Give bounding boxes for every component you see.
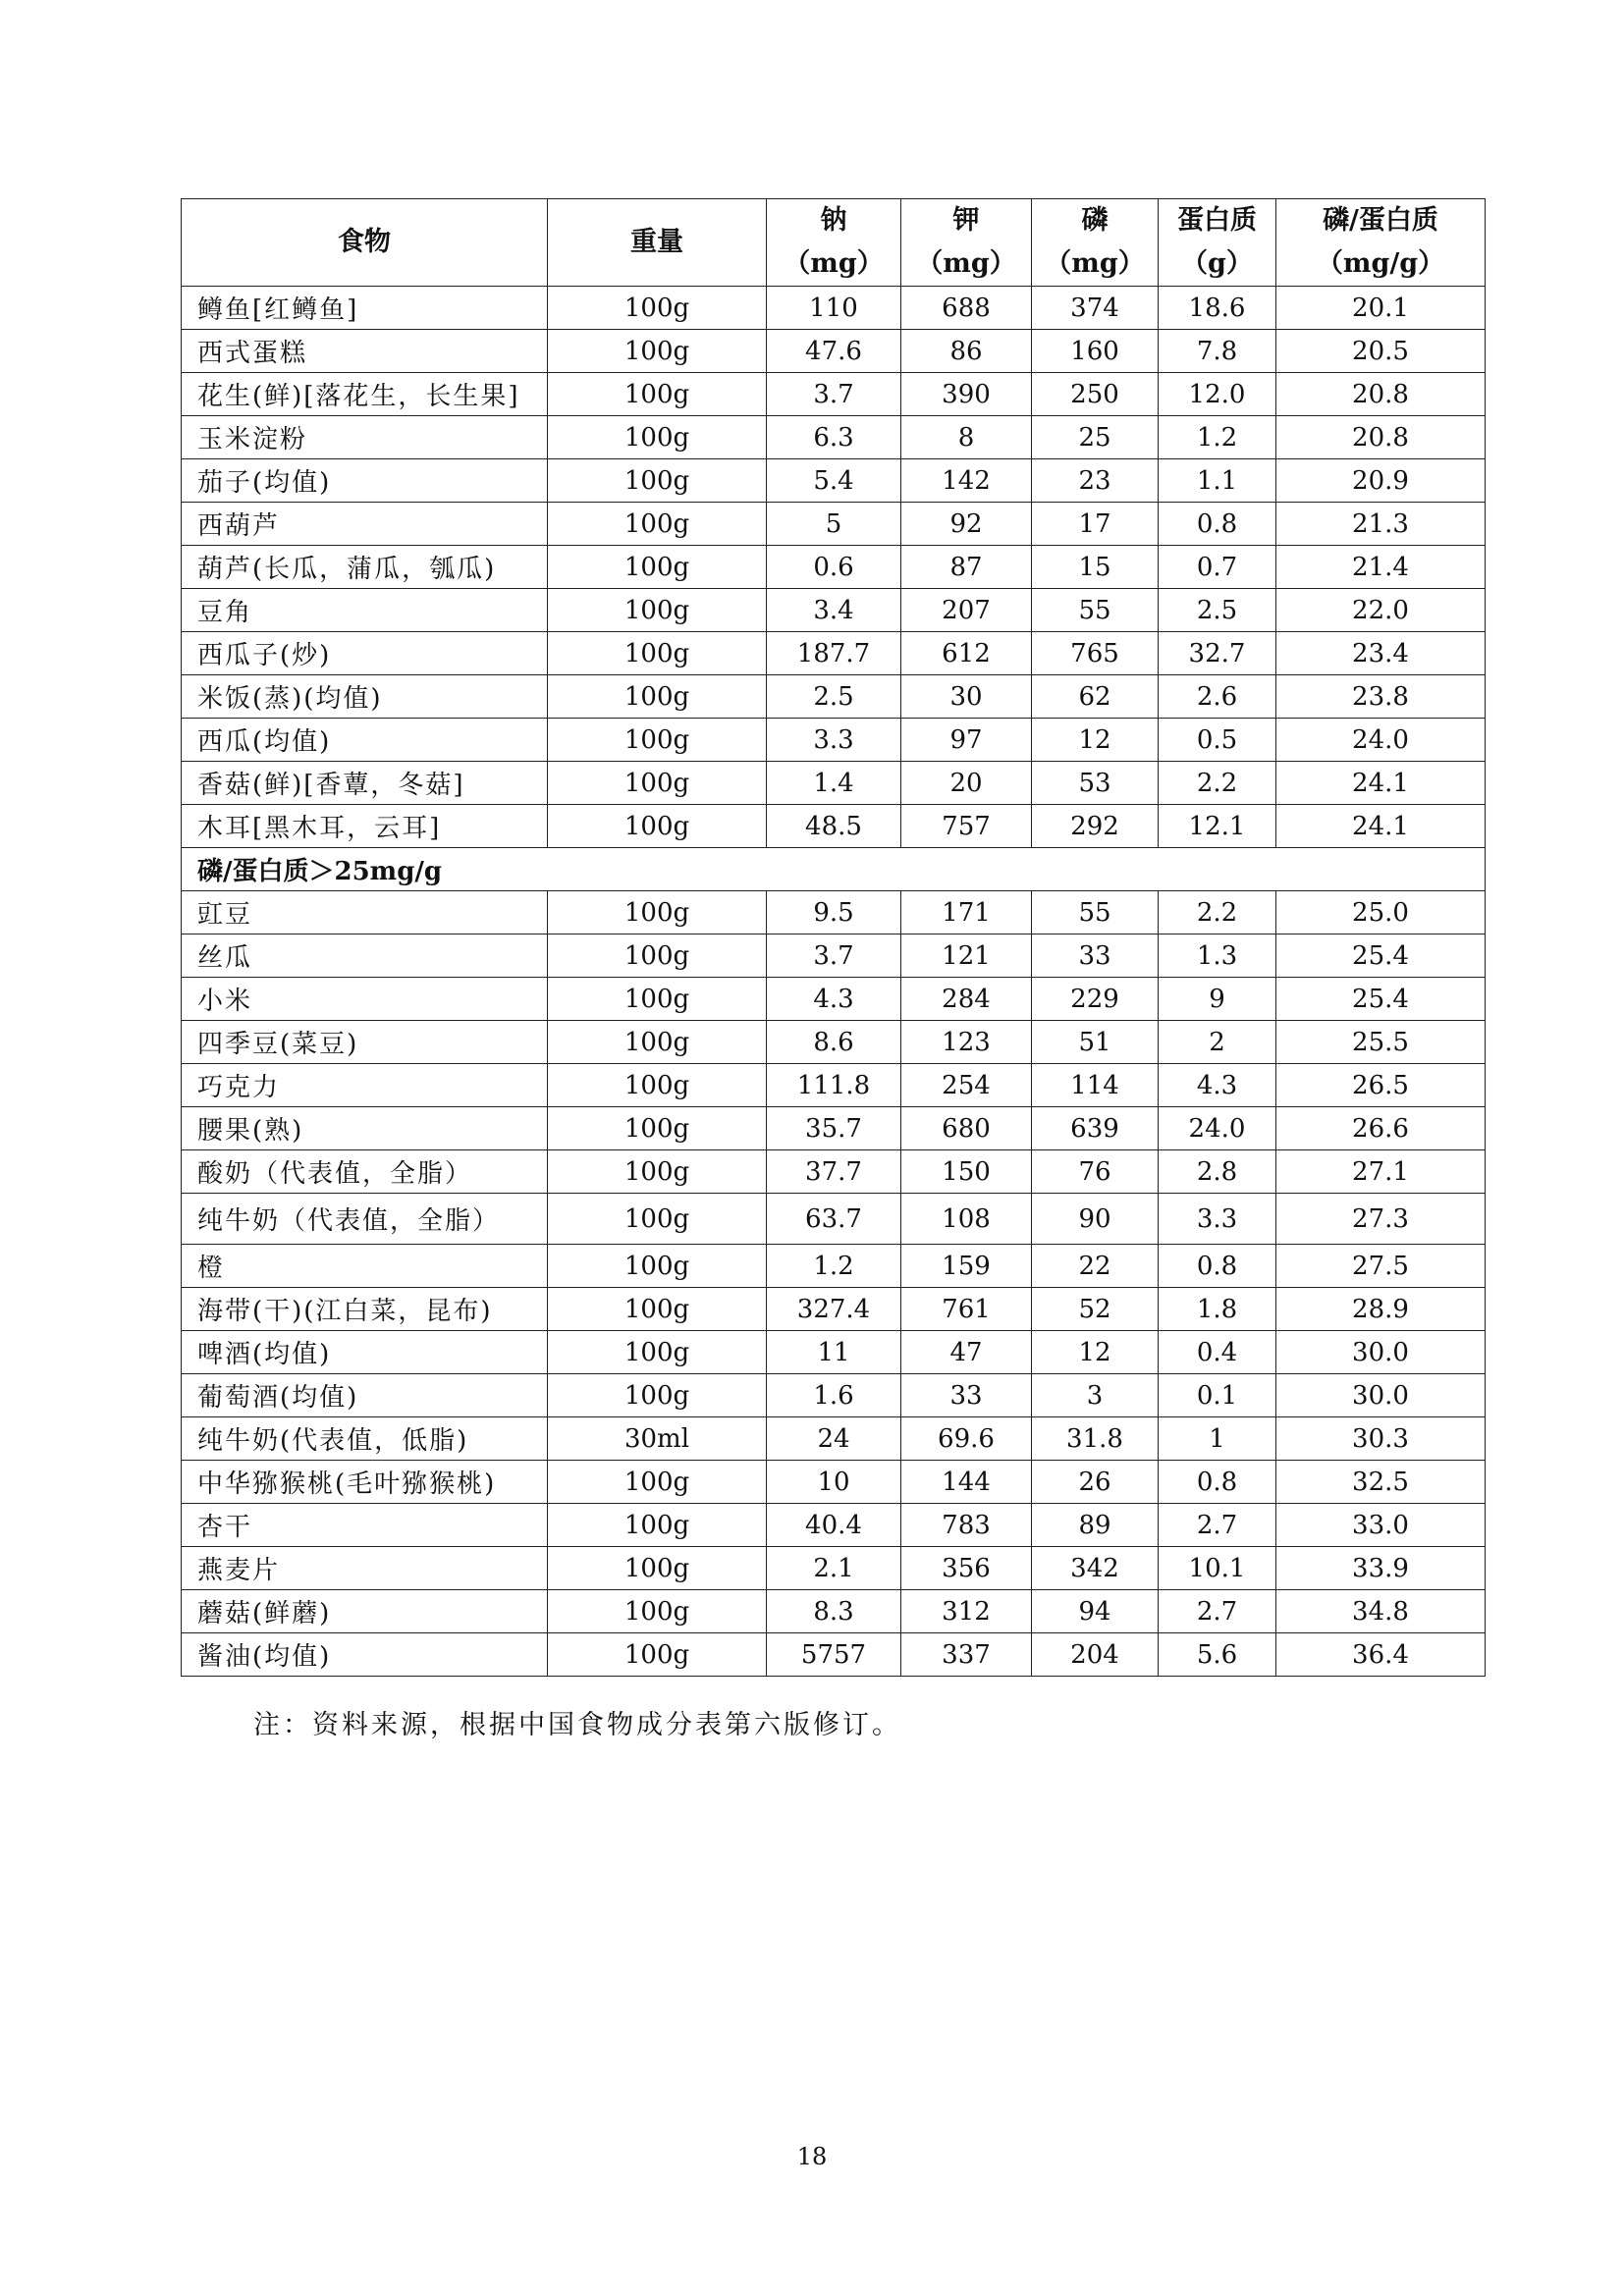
phosphorus-cell: 53	[1032, 762, 1159, 805]
weight-cell: 100g	[548, 459, 767, 503]
potassium-cell: 121	[901, 934, 1032, 978]
ratio-cell: 26.5	[1276, 1064, 1486, 1107]
protein-cell: 0.7	[1159, 546, 1276, 589]
protein-cell: 10.1	[1159, 1547, 1276, 1590]
table-row	[182, 1417, 1486, 1461]
potassium-cell: 284	[901, 978, 1032, 1021]
sodium-cell: 35.7	[767, 1107, 901, 1150]
sodium-cell: 37.7	[767, 1150, 901, 1194]
phosphorus-cell: 26	[1032, 1461, 1159, 1504]
phosphorus-cell: 62	[1032, 675, 1159, 719]
ratio-cell: 23.4	[1276, 632, 1486, 675]
potassium-cell: 47	[901, 1331, 1032, 1374]
food-name-cell: 豆角	[182, 589, 548, 632]
food-name-cell: 中华猕猴桃(毛叶猕猴桃)	[182, 1461, 548, 1504]
food-name-cell: 米饭(蒸)(均值)	[182, 675, 548, 719]
ratio-cell: 27.5	[1276, 1245, 1486, 1288]
protein-cell: 1.3	[1159, 934, 1276, 978]
weight-cell: 100g	[548, 287, 767, 330]
sodium-cell: 111.8	[767, 1064, 901, 1107]
header-protein: 蛋白质 （g）	[1159, 199, 1276, 287]
sodium-cell: 110	[767, 287, 901, 330]
sodium-cell: 6.3	[767, 416, 901, 459]
protein-cell: 0.8	[1159, 1461, 1276, 1504]
ratio-cell: 20.5	[1276, 330, 1486, 373]
potassium-cell: 390	[901, 373, 1032, 416]
protein-cell: 24.0	[1159, 1107, 1276, 1150]
sodium-cell: 5.4	[767, 459, 901, 503]
header-weight: 重量	[548, 199, 767, 287]
protein-cell: 9	[1159, 978, 1276, 1021]
food-name-cell: 葫芦(长瓜，蒲瓜，瓠瓜)	[182, 546, 548, 589]
table-row	[182, 1461, 1486, 1504]
table-row	[182, 287, 1486, 330]
phosphorus-cell: 342	[1032, 1547, 1159, 1590]
table-row	[182, 459, 1486, 503]
weight-cell: 100g	[548, 632, 767, 675]
weight-cell: 30ml	[548, 1417, 767, 1461]
weight-cell: 100g	[548, 1064, 767, 1107]
table-row	[182, 503, 1486, 546]
source-note: 注：资料来源，根据中国食物成分表第六版修订。	[253, 1710, 901, 1740]
food-nutrient-table	[181, 198, 1486, 1677]
sodium-cell: 2.1	[767, 1547, 901, 1590]
ratio-cell: 23.8	[1276, 675, 1486, 719]
weight-cell: 100g	[548, 719, 767, 762]
protein-cell: 1.8	[1159, 1288, 1276, 1331]
sodium-cell: 3.7	[767, 373, 901, 416]
protein-cell: 7.8	[1159, 330, 1276, 373]
protein-cell: 0.8	[1159, 503, 1276, 546]
food-name-cell: 豇豆	[182, 891, 548, 934]
food-name-cell: 花生(鲜)[落花生，长生果]	[182, 373, 548, 416]
ratio-cell: 25.0	[1276, 891, 1486, 934]
table-row	[182, 589, 1486, 632]
protein-cell: 0.5	[1159, 719, 1276, 762]
potassium-cell: 97	[901, 719, 1032, 762]
table-row	[182, 1245, 1486, 1288]
potassium-cell: 87	[901, 546, 1032, 589]
food-name-cell: 西瓜(均值)	[182, 719, 548, 762]
table-row	[182, 1633, 1486, 1677]
phosphorus-cell: 25	[1032, 416, 1159, 459]
header-phosphorus: 磷 （mg）	[1032, 199, 1159, 287]
table-row	[182, 675, 1486, 719]
weight-cell: 100g	[548, 589, 767, 632]
phosphorus-cell: 22	[1032, 1245, 1159, 1288]
protein-cell: 1.1	[1159, 459, 1276, 503]
phosphorus-cell: 15	[1032, 546, 1159, 589]
food-name-cell: 燕麦片	[182, 1547, 548, 1590]
weight-cell: 100g	[548, 1107, 767, 1150]
sodium-cell: 3.7	[767, 934, 901, 978]
phosphorus-cell: 639	[1032, 1107, 1159, 1150]
weight-cell: 100g	[548, 1590, 767, 1633]
sodium-cell: 24	[767, 1417, 901, 1461]
protein-cell: 12.0	[1159, 373, 1276, 416]
potassium-cell: 142	[901, 459, 1032, 503]
page-number: 18	[796, 2143, 828, 2170]
sodium-cell: 9.5	[767, 891, 901, 934]
potassium-cell: 356	[901, 1547, 1032, 1590]
weight-cell: 100g	[548, 978, 767, 1021]
weight-cell: 100g	[548, 373, 767, 416]
weight-cell: 100g	[548, 1374, 767, 1417]
ratio-cell: 21.4	[1276, 546, 1486, 589]
sodium-cell: 8.6	[767, 1021, 901, 1064]
sodium-cell: 63.7	[767, 1194, 901, 1245]
food-name-cell: 酱油(均值)	[182, 1633, 548, 1677]
weight-cell: 100g	[548, 1331, 767, 1374]
ratio-cell: 34.8	[1276, 1590, 1486, 1633]
potassium-cell: 612	[901, 632, 1032, 675]
table-row	[182, 1504, 1486, 1547]
sodium-cell: 3.3	[767, 719, 901, 762]
ratio-cell: 30.3	[1276, 1417, 1486, 1461]
weight-cell: 100g	[548, 675, 767, 719]
table-row	[182, 1547, 1486, 1590]
weight-cell: 100g	[548, 1461, 767, 1504]
potassium-cell: 783	[901, 1504, 1032, 1547]
food-name-cell: 杏干	[182, 1504, 548, 1547]
ratio-cell: 25.4	[1276, 934, 1486, 978]
potassium-cell: 312	[901, 1590, 1032, 1633]
header-food: 食物	[182, 199, 548, 287]
potassium-cell: 123	[901, 1021, 1032, 1064]
sodium-cell: 48.5	[767, 805, 901, 848]
ratio-cell: 32.5	[1276, 1461, 1486, 1504]
phosphorus-cell: 17	[1032, 503, 1159, 546]
phosphorus-cell: 94	[1032, 1590, 1159, 1633]
weight-cell: 100g	[548, 805, 767, 848]
phosphorus-cell: 3	[1032, 1374, 1159, 1417]
potassium-cell: 144	[901, 1461, 1032, 1504]
table-row	[182, 1288, 1486, 1331]
ratio-cell: 26.6	[1276, 1107, 1486, 1150]
table-row	[182, 1374, 1486, 1417]
phosphorus-cell: 250	[1032, 373, 1159, 416]
phosphorus-cell: 33	[1032, 934, 1159, 978]
table-row	[182, 416, 1486, 459]
weight-cell: 100g	[548, 546, 767, 589]
ratio-cell: 21.3	[1276, 503, 1486, 546]
protein-cell: 2.2	[1159, 762, 1276, 805]
section-label: 磷/蛋白质＞25mg/g	[182, 848, 1486, 891]
ratio-cell: 36.4	[1276, 1633, 1486, 1677]
phosphorus-cell: 55	[1032, 589, 1159, 632]
weight-cell: 100g	[548, 1150, 767, 1194]
sodium-cell: 47.6	[767, 330, 901, 373]
protein-cell: 3.3	[1159, 1194, 1276, 1245]
sodium-cell: 1.4	[767, 762, 901, 805]
phosphorus-cell: 76	[1032, 1150, 1159, 1194]
sodium-cell: 1.6	[767, 1374, 901, 1417]
potassium-cell: 159	[901, 1245, 1032, 1288]
phosphorus-cell: 160	[1032, 330, 1159, 373]
potassium-cell: 8	[901, 416, 1032, 459]
ratio-cell: 20.1	[1276, 287, 1486, 330]
sodium-cell: 0.6	[767, 546, 901, 589]
phosphorus-cell: 12	[1032, 719, 1159, 762]
table-row	[182, 373, 1486, 416]
food-name-cell: 啤酒(均值)	[182, 1331, 548, 1374]
potassium-cell: 757	[901, 805, 1032, 848]
sodium-cell: 5	[767, 503, 901, 546]
weight-cell: 100g	[548, 1021, 767, 1064]
header-sodium: 钠 （mg）	[767, 199, 901, 287]
phosphorus-cell: 51	[1032, 1021, 1159, 1064]
table-row	[182, 1590, 1486, 1633]
phosphorus-cell: 89	[1032, 1504, 1159, 1547]
ratio-cell: 30.0	[1276, 1331, 1486, 1374]
table-row	[182, 805, 1486, 848]
protein-cell: 2.7	[1159, 1590, 1276, 1633]
table-row	[182, 632, 1486, 675]
weight-cell: 100g	[548, 1547, 767, 1590]
protein-cell: 2.2	[1159, 891, 1276, 934]
phosphorus-cell: 55	[1032, 891, 1159, 934]
header-potassium: 钾 （mg）	[901, 199, 1032, 287]
table-row	[182, 1194, 1486, 1245]
weight-cell: 100g	[548, 1194, 767, 1245]
potassium-cell: 680	[901, 1107, 1032, 1150]
weight-cell: 100g	[548, 416, 767, 459]
weight-cell: 100g	[548, 330, 767, 373]
table-row	[182, 1064, 1486, 1107]
protein-cell: 2.7	[1159, 1504, 1276, 1547]
phosphorus-cell: 90	[1032, 1194, 1159, 1245]
potassium-cell: 150	[901, 1150, 1032, 1194]
sodium-cell: 327.4	[767, 1288, 901, 1331]
weight-cell: 100g	[548, 1633, 767, 1677]
protein-cell: 0.4	[1159, 1331, 1276, 1374]
ratio-cell: 27.1	[1276, 1150, 1486, 1194]
potassium-cell: 69.6	[901, 1417, 1032, 1461]
ratio-cell: 20.8	[1276, 416, 1486, 459]
food-name-cell: 鳟鱼[红鳟鱼]	[182, 287, 548, 330]
potassium-cell: 33	[901, 1374, 1032, 1417]
sodium-cell: 8.3	[767, 1590, 901, 1633]
potassium-cell: 92	[901, 503, 1032, 546]
protein-cell: 5.6	[1159, 1633, 1276, 1677]
header-phosphorus-protein-ratio: 磷/蛋白质 （mg/g）	[1276, 199, 1486, 287]
food-name-cell: 玉米淀粉	[182, 416, 548, 459]
phosphorus-cell: 23	[1032, 459, 1159, 503]
phosphorus-cell: 31.8	[1032, 1417, 1159, 1461]
food-name-cell: 葡萄酒(均值)	[182, 1374, 548, 1417]
table-row	[182, 891, 1486, 934]
ratio-cell: 25.5	[1276, 1021, 1486, 1064]
ratio-cell: 24.1	[1276, 762, 1486, 805]
weight-cell: 100g	[548, 1288, 767, 1331]
ratio-cell: 33.0	[1276, 1504, 1486, 1547]
food-name-cell: 西瓜子(炒)	[182, 632, 548, 675]
potassium-cell: 254	[901, 1064, 1032, 1107]
food-name-cell: 丝瓜	[182, 934, 548, 978]
potassium-cell: 688	[901, 287, 1032, 330]
protein-cell: 1	[1159, 1417, 1276, 1461]
ratio-cell: 25.4	[1276, 978, 1486, 1021]
food-name-cell: 木耳[黑木耳，云耳]	[182, 805, 548, 848]
food-name-cell: 西葫芦	[182, 503, 548, 546]
table-row	[182, 546, 1486, 589]
weight-cell: 100g	[548, 891, 767, 934]
table-row	[182, 762, 1486, 805]
potassium-cell: 337	[901, 1633, 1032, 1677]
potassium-cell: 171	[901, 891, 1032, 934]
table-row	[182, 934, 1486, 978]
food-name-cell: 橙	[182, 1245, 548, 1288]
phosphorus-cell: 765	[1032, 632, 1159, 675]
potassium-cell: 761	[901, 1288, 1032, 1331]
ratio-cell: 24.1	[1276, 805, 1486, 848]
potassium-cell: 86	[901, 330, 1032, 373]
weight-cell: 100g	[548, 503, 767, 546]
protein-cell: 2.8	[1159, 1150, 1276, 1194]
food-name-cell: 西式蛋糕	[182, 330, 548, 373]
weight-cell: 100g	[548, 1245, 767, 1288]
protein-cell: 4.3	[1159, 1064, 1276, 1107]
food-name-cell: 腰果(熟)	[182, 1107, 548, 1150]
ratio-cell: 20.9	[1276, 459, 1486, 503]
table-row	[182, 719, 1486, 762]
ratio-cell: 24.0	[1276, 719, 1486, 762]
sodium-cell: 4.3	[767, 978, 901, 1021]
protein-cell: 2.6	[1159, 675, 1276, 719]
sodium-cell: 2.5	[767, 675, 901, 719]
phosphorus-cell: 204	[1032, 1633, 1159, 1677]
sodium-cell: 3.4	[767, 589, 901, 632]
table-row	[182, 1021, 1486, 1064]
ratio-cell: 28.9	[1276, 1288, 1486, 1331]
ratio-cell: 33.9	[1276, 1547, 1486, 1590]
sodium-cell: 11	[767, 1331, 901, 1374]
ratio-cell: 30.0	[1276, 1374, 1486, 1417]
phosphorus-cell: 292	[1032, 805, 1159, 848]
food-name-cell: 小米	[182, 978, 548, 1021]
weight-cell: 100g	[548, 762, 767, 805]
table-row	[182, 1107, 1486, 1150]
food-name-cell: 茄子(均值)	[182, 459, 548, 503]
weight-cell: 100g	[548, 1504, 767, 1547]
table-row	[182, 1331, 1486, 1374]
ratio-cell: 27.3	[1276, 1194, 1486, 1245]
protein-cell: 2.5	[1159, 589, 1276, 632]
protein-cell: 2	[1159, 1021, 1276, 1064]
phosphorus-cell: 114	[1032, 1064, 1159, 1107]
potassium-cell: 20	[901, 762, 1032, 805]
potassium-cell: 30	[901, 675, 1032, 719]
sodium-cell: 5757	[767, 1633, 901, 1677]
food-name-cell: 巧克力	[182, 1064, 548, 1107]
sodium-cell: 10	[767, 1461, 901, 1504]
phosphorus-cell: 52	[1032, 1288, 1159, 1331]
phosphorus-cell: 12	[1032, 1331, 1159, 1374]
food-name-cell: 蘑菇(鲜蘑)	[182, 1590, 548, 1633]
table-body	[182, 287, 1486, 1677]
table-row	[182, 1150, 1486, 1194]
potassium-cell: 207	[901, 589, 1032, 632]
food-name-cell: 酸奶（代表值，全脂）	[182, 1150, 548, 1194]
protein-cell: 0.8	[1159, 1245, 1276, 1288]
protein-cell: 1.2	[1159, 416, 1276, 459]
ratio-cell: 22.0	[1276, 589, 1486, 632]
protein-cell: 32.7	[1159, 632, 1276, 675]
protein-cell: 12.1	[1159, 805, 1276, 848]
section-row	[182, 848, 1486, 891]
food-name-cell: 四季豆(菜豆)	[182, 1021, 548, 1064]
phosphorus-cell: 374	[1032, 287, 1159, 330]
food-name-cell: 纯牛奶(代表值，低脂)	[182, 1417, 548, 1461]
food-name-cell: 海带(干)(江白菜，昆布)	[182, 1288, 548, 1331]
protein-cell: 18.6	[1159, 287, 1276, 330]
protein-cell: 0.1	[1159, 1374, 1276, 1417]
weight-cell: 100g	[548, 934, 767, 978]
food-name-cell: 香菇(鲜)[香蕈，冬菇]	[182, 762, 548, 805]
table-row	[182, 330, 1486, 373]
sodium-cell: 40.4	[767, 1504, 901, 1547]
potassium-cell: 108	[901, 1194, 1032, 1245]
food-name-cell: 纯牛奶（代表值，全脂）	[182, 1194, 548, 1245]
phosphorus-cell: 229	[1032, 978, 1159, 1021]
header-row	[182, 199, 1486, 287]
sodium-cell: 1.2	[767, 1245, 901, 1288]
table-row	[182, 978, 1486, 1021]
sodium-cell: 187.7	[767, 632, 901, 675]
ratio-cell: 20.8	[1276, 373, 1486, 416]
